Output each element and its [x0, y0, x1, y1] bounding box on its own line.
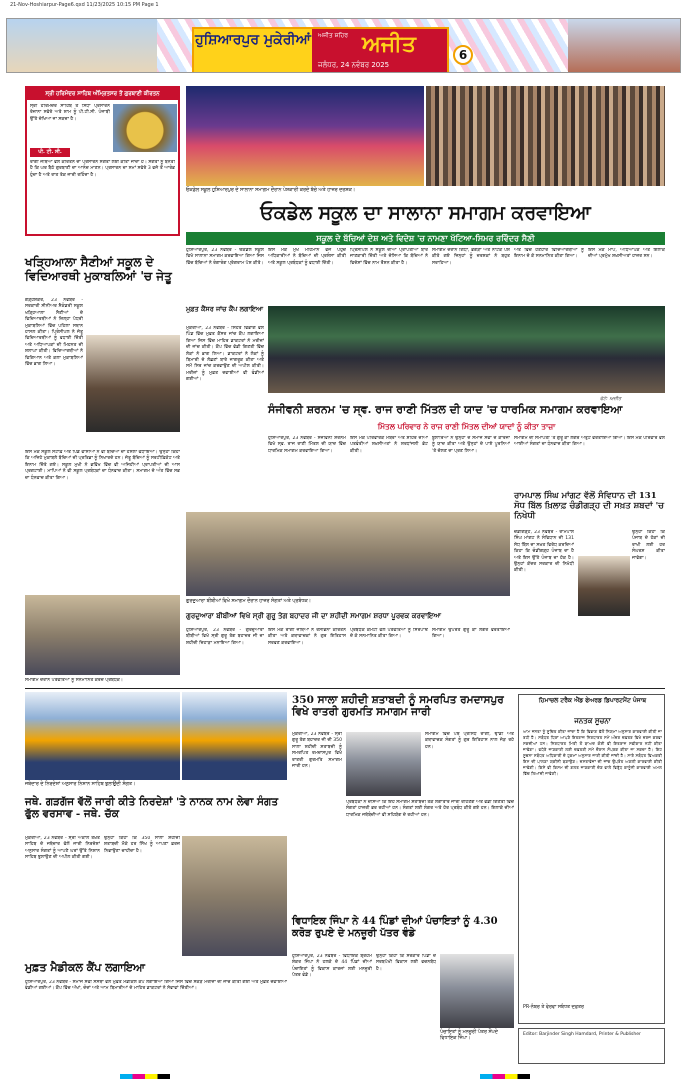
mla-col2: ਉਨ੍ਹਾਂ ਕਿਹਾ ਕਿ ਸਰਕਾਰ ਪਿੰਡਾਂ ਦੇ ਸਰਬਪੱਖੀ ਵਿਕਾਸ ਲਈ ਵਚਨਬੱਧ ਹੈ। — [376, 954, 436, 972]
heritage-photo-left — [7, 19, 157, 73]
jathedar-col1: ਮੁਕੇਰੀਆਂ, 23 ਨਵੰਬਰ - ਸ੍ਰੀ ਅਕਾਲ ਤਖ਼ਤ ਸਾਹਿਬ ਦੇ ਜਥੇਦਾਰ ਵੱਲੋਂ ਜਾਰੀ ਨਿਰਦੇਸ਼ਾਂ ਅਨੁਸਾਰ ਸੰਗਤਾਂ ਨੂੰ ਆਪਣੇ ਘਰਾਂ ਉੱਤੇ ਨਿਸ਼ਾਨ ਸਾਹਿਬ ਝੁਲਾਉਣ ਦੀ ਅਪੀਲ ਕੀਤੀ ਗਈ। — [25, 836, 100, 861]
ramphal-headline: ਰਾਮਪਾਲ ਸਿੰਘ ਮਾਂਗਟ ਵੱਲੋਂ ਸੰਵਿਧਾਨ ਦੀ 131 ਸੋਧ ਬਿੱਲ ਖ਼ਿਲਾਫ਼ ਚੰਡੀਗੜ੍ਹ ਦੀ ਸਖ਼ਤ ਸ਼ਬਦਾਂ 'ਚ ਨਿਖੇਧੀ — [514, 491, 664, 521]
flag-photo-right — [182, 692, 287, 780]
color-bar-right — [480, 1074, 530, 1079]
imprint-box — [518, 1028, 665, 1064]
medical-body: ਹੁਸ਼ਿਆਰਪੁਰ, 23 ਨਵੰਬਰ - ਸਮਾਜ ਸੇਵੀ ਸੰਸਥਾ ਵੱਲੋਂ ਮੁਫ਼ਤ ਮੈਡੀਕਲ ਕੈਂਪ ਲਗਾਇਆ ਗਿਆ ਜਿਸ ਵਿੱਚ ਸੈਂਕੜੇ ਮਰੀਜ਼ਾਂ ਦੀ ਜਾਂਚ ਕੀਤੀ ਗਈ ਅਤੇ ਮੁਫ਼ਤ ਦਵਾਈਆਂ ਵੰਡੀਆਂ ਗਈਆਂ। ਕੈਂਪ ਵਿੱਚ ਅੱਖਾਂ, ਦੰਦਾਂ ਅਤੇ ਆਮ ਬਿਮਾਰੀਆਂ ਦੇ ਮਾਹਿਰ ਡਾਕਟਰਾਂ ਨੇ ਸੇਵਾਵਾਂ ਦਿੱਤੀਆਂ। — [25, 980, 287, 992]
ptc-body: ਸ੍ਰੀ ਹਰਿਮੰਦਰ ਸਾਹਿਬ ਤੋਂ ਸਿੱਧਾ ਪ੍ਰਸਾਰਨ ਰੋਜ਼ਾਨਾ ਸਵੇਰੇ ਅਤੇ ਸ਼ਾਮ ਨੂੰ ਪੀ.ਟੀ.ਸੀ. ਪੰਜਾਬੀ ਉੱਤੇ ਦੇਖਿਆ ਜਾ ਸਕਦਾ ਹੈ। — [30, 104, 110, 122]
masthead-box — [192, 27, 449, 73]
color-bar-left — [120, 1074, 170, 1079]
lead-body-col4: ਸਮਾਗਮ ਦੌਰਾਨ ਗਿੱਧਾ, ਭੰਗੜਾ ਅਤੇ ਨਾਟਕ ਪੇਸ਼ ਕੀਤੇ ਗਏ ਜਿਨ੍ਹਾਂ ਨੂੰ ਦਰਸ਼ਕਾਂ ਨੇ ਬਹੁਤ ਸਰਾਹਿਆ। — [432, 248, 510, 266]
kicker: ਅਜੀਤ ਸ਼ਹਿਰ — [318, 32, 348, 39]
lead-body-col3: ਪ੍ਰਿੰਸੀਪਲ ਨੇ ਸਕੂਲ ਦੀਆਂ ਪ੍ਰਾਪਤੀਆਂ ਬਾਰੇ ਜਾਣਕਾਰੀ ਦਿੱਤੀ ਅਤੇ ਦੱਸਿਆ ਕਿ ਬੱਚਿਆਂ ਨੇ ਵਿਦੇਸ਼ਾਂ ਵਿੱਚ ਨਾਮ ਰੌਸ਼ਨ ਕੀਤਾ ਹੈ। — [350, 248, 428, 266]
notice-footer: PR-ਨੰਬਰ ਤੇ ਵੇਰਵਾ ਸਬੰਧਤ ਦਫ਼ਤਰ — [523, 1005, 584, 1010]
left-photo-caption: ਸਮਾਗਮ ਦੌਰਾਨ ਪਤਵੰਤਿਆਂ ਨੂੰ ਸਨਮਾਨਿਤ ਕਰਦੇ ਪ੍ਰਬੰਧਕ। — [25, 678, 124, 683]
gurdwara-caption: ਗੁਰਦੁਆਰਾ ਬੀਬੀਆਂ ਵਿਖੇ ਸਮਾਗਮ ਦੌਰਾਨ ਹਾਜ਼ਰ ਸੰਗਤਾਂ ਅਤੇ ਪ੍ਰਬੰਧਕ। — [186, 599, 311, 604]
paper-name: ਅਜੀਤ — [362, 31, 416, 57]
left-story-body: ਗੜ੍ਹਸ਼ੰਕਰ, 23 ਨਵੰਬਰ - ਸਰਕਾਰੀ ਸੀਨੀਅਰ ਸੈਕੰਡਰੀ ਸਕੂਲ ਖੜ੍ਹਿਆਲਾ ਸੈਣੀਆਂ ਦੇ ਵਿਦਿਆਰਥੀਆਂ ਨੇ ਜ਼ਿਲ੍ਹਾ ਪੱਧਰੀ ਮੁਕਾਬਲਿਆਂ ਵਿੱਚ ਪਹਿਲਾ ਸਥਾਨ ਹਾਸਲ ਕੀਤਾ। ਪ੍ਰਿੰਸੀਪਲ ਨੇ ਜੇਤੂ ਵਿਦਿਆਰਥੀਆਂ ਨੂੰ ਵਧਾਈ ਦਿੱਤੀ ਅਤੇ ਅਧਿਆਪਕਾਂ ਦੀ ਮਿਹਨਤ ਦੀ ਸ਼ਲਾਘਾ ਕੀਤੀ। ਵਿਦਿਆਰਥੀਆਂ ਨੇ ਵਿਗਿਆਨ ਅਤੇ ਕਲਾ ਮੁਕਾਬਲਿਆਂ ਵਿੱਚ ਭਾਗ ਲਿਆ। — [25, 298, 83, 368]
slug-line: 21-Nov-Hoshiarpur-Page6.qxd 11/23/2025 10:15 PM Page 1 — [10, 2, 159, 8]
flag-photo-left — [25, 692, 180, 780]
shatabdi-col2: ਪ੍ਰਬੰਧਕਾਂ ਨੇ ਦੱਸਿਆ ਕਿ ਇਹ ਸਮਾਗਮ ਸ਼ਤਾਬਦੀ ਤੱਕ ਲਗਾਤਾਰ ਜਾਰੀ ਰਹਿਣਗੇ ਅਤੇ ਵੱਡੀ ਗਿਣਤੀ ਵਿੱਚ ਸੰਗਤਾਂ ਹਾਜ਼ਰੀ ਭਰ ਰਹੀਆਂ ਹਨ। ਸੰਗਤਾਂ ਲਈ ਲੰਗਰ ਅਤੇ ਹੋਰ ਪ੍ਰਬੰਧ ਕੀਤੇ ਗਏ ਹਨ। ਇਲਾਕੇ ਦੀਆਂ ਧਾਰਮਿਕ ਜਥੇਬੰਦੀਆਂ ਵੀ ਸਹਿਯੋਗ ਦੇ ਰਹੀਆਂ ਹਨ। — [346, 800, 514, 818]
top-photo-caption: ਓਕਡੇਲ ਸਕੂਲ ਹੁਸ਼ਿਆਰਪੁਰ ਦੇ ਸਾਲਾਨਾ ਸਮਾਗਮ ਦੌਰਾਨ ਪੇਸ਼ਕਾਰੀ ਕਰਦੇ ਬੱਚੇ ਅਤੇ ਹਾਜ਼ਰ ਦਰਸ਼ਕ। — [186, 188, 355, 193]
mla-headline: ਵਿਧਾਇਕ ਜਿੰਪਾ ਨੇ 44 ਪਿੰਡਾਂ ਦੀਆਂ ਪੰਚਾਇਤਾਂ ਨੂੰ 4.30 ਕਰੋੜ ਰੁਪਏ ਦੇ ਮਨਜ਼ੂਰੀ ਪੱਤਰ ਵੰਡੇ — [292, 916, 498, 939]
sanjivani-headline: ਸੰਜੀਵਨੀ ਸ਼ਰਨਮ 'ਚ ਸ੍ਵ. ਰਾਜ ਰਾਣੀ ਮਿੱਤਲ ਦੀ ਯਾਦ 'ਚ ਧਾਰਮਿਕ ਸਮਾਗਮ ਕਰਵਾਇਆ — [268, 403, 623, 416]
camp-body: ਮੁਕੇਰੀਆਂ, 23 ਨਵੰਬਰ - ਸਿਹਤ ਵਿਭਾਗ ਵੱਲੋਂ ਪਿੰਡ ਵਿੱਚ ਮੁਫ਼ਤ ਕੈਂਸਰ ਜਾਂਚ ਕੈਂਪ ਲਗਾਇਆ ਗਿਆ ਜਿਸ ਵਿੱਚ ਮਾਹਿਰ ਡਾਕਟਰਾਂ ਨੇ ਮਰੀਜ਼ਾਂ ਦੀ ਜਾਂਚ ਕੀਤੀ। ਕੈਂਪ ਵਿੱਚ ਵੱਡੀ ਗਿਣਤੀ ਵਿੱਚ ਲੋਕਾਂ ਨੇ ਭਾਗ ਲਿਆ। ਡਾਕਟਰਾਂ ਨੇ ਲੋਕਾਂ ਨੂੰ ਬਿਮਾਰੀ ਦੇ ਲੱਛਣਾਂ ਬਾਰੇ ਜਾਗਰੂਕ ਕੀਤਾ ਅਤੇ ਸਮੇਂ ਸਿਰ ਜਾਂਚ ਕਰਵਾਉਣ ਦੀ ਅਪੀਲ ਕੀਤੀ। ਮਰੀਜ਼ਾਂ ਨੂੰ ਮੁਫ਼ਤ ਦਵਾਈਆਂ ਵੀ ਵੰਡੀਆਂ ਗਈਆਂ। — [186, 326, 264, 383]
sanjivani-col3: ਬੁਲਾਰਿਆਂ ਨੇ ਉਨ੍ਹਾਂ ਦੇ ਸਮਾਜ ਸੇਵਾ ਦੇ ਕਾਰਜਾਂ ਨੂੰ ਯਾਦ ਕੀਤਾ ਅਤੇ ਉਨ੍ਹਾਂ ਦੇ ਪਾਏ ਪੂਰਨਿਆਂ 'ਤੇ ਚੱਲਣ ਦਾ ਪ੍ਰਣ ਲਿਆ। — [432, 436, 510, 454]
jathedar-photo — [182, 836, 287, 956]
edition-name: ਹੁਸ਼ਿਆਰਪੁਰ ਮੁਕੇਰੀਆਂ — [194, 29, 312, 72]
left-story-body-2: ਇਸ ਮੌਕੇ ਸਕੂਲ ਸਟਾਫ਼ ਅਤੇ ਪਿੰਡ ਵਾਸੀਆਂ ਨੇ ਵੀ ਬੱਚਿਆਂ ਦਾ ਹੌਸਲਾ ਵਧਾਇਆ। ਉਨ੍ਹਾਂ ਕਿਹਾ ਕਿ ਅਜਿਹੇ ਮੁਕਾਬਲੇ ਬੱਚਿਆਂ ਦੀ ਪ੍ਰਤਿਭਾ ਨੂੰ ਨਿਖਾਰਦੇ ਹਨ। ਜੇਤੂ ਬੱਚਿਆਂ ਨੂੰ ਸਰਟੀਫ਼ਿਕੇਟ ਅਤੇ ਇਨਾਮ ਦਿੱਤੇ ਗਏ। ਸਕੂਲ ਮੁਖੀ ਨੇ ਭਵਿੱਖ ਵਿੱਚ ਵੀ ਅਜਿਹੀਆਂ ਪ੍ਰਾਪਤੀਆਂ ਦੀ ਆਸ ਪ੍ਰਗਟਾਈ। ਮਾਪਿਆਂ ਨੇ ਵੀ ਸਕੂਲ ਪ੍ਰਬੰਧਕਾਂ ਦਾ ਧੰਨਵਾਦ ਕੀਤਾ। ਸਮਾਗਮ ਦੇ ਅੰਤ ਵਿੱਚ ਸਭ ਦਾ ਧੰਨਵਾਦ ਕੀਤਾ ਗਿਆ। — [25, 450, 180, 481]
heritage-photo-right — [568, 19, 680, 73]
lead-subhead: ਸਕੂਲ ਦੇ ਬੱਚਿਆਂ ਦੇਸ਼ ਅਤੇ ਵਿਦੇਸ਼ 'ਚ ਨਾਮਣਾ ਖੱਟਿਆ-ਸਿਮਰ ਰਵਿੰਦਰ ਸੈਣੀ — [186, 232, 665, 245]
public-notice — [518, 694, 665, 1024]
jathedar-headline: ਜਥੇ. ਗੜਗੱਜ ਵੱਲੋਂ ਜਾਰੀ ਕੀਤੇ ਨਿਰਦੇਸ਼ਾਂ 'ਤੇ ਨਾਨਕ ਨਾਮ ਲੇਵਾ ਸੰਗਤ ਫੁੱਲ ਵਰਸਾਵ - ਜਥੇ. ਚੱਕ — [25, 796, 279, 821]
page-number: 6 — [453, 45, 473, 65]
gurdwara-event-photo — [186, 512, 510, 596]
gurdwara-col1: ਹੁਸ਼ਿਆਰਪੁਰ, 23 ਨਵੰਬਰ - ਗੁਰਦੁਆਰਾ ਬੀਬੀਆਂ ਵਿਖੇ ਸ੍ਰੀ ਗੁਰੂ ਤੇਗ ਬਹਾਦਰ ਜੀ ਦਾ ਸ਼ਹੀਦੀ ਦਿਹਾੜਾ ਮਨਾਇਆ ਗਿਆ। — [186, 628, 264, 646]
gurdwara-col4: ਸਮਾਗਮ ਉਪਰੰਤ ਗੁਰੂ ਕਾ ਲੰਗਰ ਵਰਤਾਇਆ ਗਿਆ। — [432, 628, 510, 640]
left-group-photo — [25, 595, 180, 675]
lead-body-col6: ਇਸ ਮੌਕੇ ਮਾਪੇ, ਅਧਿਆਪਕ ਅਤੇ ਇਲਾਕੇ ਦੀਆਂ ਪ੍ਰਮੁੱਖ ਸ਼ਖ਼ਸੀਅਤਾਂ ਹਾਜ਼ਰ ਸਨ। — [588, 248, 665, 260]
ramphal-body-2: ਉਨ੍ਹਾਂ ਕਿਹਾ ਕਿ ਪੰਜਾਬ ਦੇ ਹੱਕਾਂ ਦੀ ਰਾਖੀ ਲਈ ਹਰ ਸੰਘਰਸ਼ ਕੀਤਾ ਜਾਵੇਗਾ। — [632, 530, 665, 561]
mla-photo — [440, 954, 514, 1028]
medical-headline: ਮੁਫ਼ਤ ਮੈਡੀਕਲ ਕੈਂਪ ਲਗਾਇਆ — [25, 961, 145, 974]
lead-headline: ਓਕਡੇਲ ਸਕੂਲ ਦਾ ਸਾਲਾਨਾ ਸਮਾਗਮ ਕਰਵਾਇਆ — [260, 202, 591, 224]
mla-caption: ਪੰਚਾਇਤਾਂ ਨੂੰ ਮਨਜ਼ੂਰੀ ਪੱਤਰ ਸੌਂਪਦੇ ਵਿਧਾਇਕ ਜਿੰਪਾ। — [440, 1030, 498, 1041]
sanjivani-event-photo — [268, 306, 665, 393]
jathedar-col2: ਉਨ੍ਹਾਂ ਕਿਹਾ ਕਿ 350 ਸਾਲਾ ਸ਼ਹੀਦੀ ਸ਼ਤਾਬਦੀ ਮੌਕੇ ਹਰ ਸਿੱਖ ਨੂੰ ਆਪਣਾ ਫ਼ਰਜ਼ ਨਿਭਾਉਣਾ ਚਾਹੀਦਾ ਹੈ। — [104, 836, 180, 854]
ramphal-intro: ਸਮਾਗਮ ਦੀ ਸਮਾਪਤੀ 'ਤੇ ਗੁਰੂ ਕਾ ਲੰਗਰ ਅਤੁੱਟ ਵਰਤਾਇਆ ਗਿਆ। ਇਸ ਮੌਕੇ ਪਰਿਵਾਰ ਵੱਲੋਂ ਆਈਆਂ ਸੰਗਤਾਂ ਦਾ ਧੰਨਵਾਦ ਕੀਤਾ ਗਿਆ। — [514, 436, 665, 448]
camp-headline: ਮੁਫ਼ਤ ਕੈਂਸਰ ਜਾਂਚ ਕੈਂਪ ਲਗਾਇਆ — [186, 305, 264, 313]
gurdwara-col2: ਇਸ ਮੌਕੇ ਰਾਗੀ ਜਥਿਆਂ ਨੇ ਰਸਭਿੰਨਾ ਕੀਰਤਨ ਕੀਤਾ ਅਤੇ ਕਥਾਵਾਚਕਾਂ ਨੇ ਗੁਰ ਇਤਿਹਾਸ ਸਰਵਣ ਕਰਵਾਇਆ। — [268, 628, 346, 646]
gurdwara-headline: ਗੁਰਦੁਆਰਾ ਬੀਬੀਆਂ ਵਿਖੇ ਸ੍ਰੀ ਗੁਰੂ ਤੇਗ ਬਹਾਦਰ ਜੀ ਦਾ ਸ਼ਹੀਦੀ ਸਮਾਗਮ ਸ਼ਰਧਾ ਪੂਰਵਕ ਕਰਵਾਇਆ — [186, 611, 441, 620]
photo-credit: ਫੋਟੋ: ਅਜੀਤ — [600, 397, 622, 402]
sanjivani-subhead: ਮਿੱਤਲ ਪਰਿਵਾਰ ਨੇ ਰਾਜ ਰਾਣੀ ਮਿੱਤਲ ਦੀਆਂ ਯਾਦਾਂ ਨੂੰ ਕੀਤਾ ਤਾਜ਼ਾ — [268, 421, 665, 433]
ptc-body-2: ਰਾਗੀ ਜਥਿਆਂ ਵੱਲੋਂ ਕੀਰਤਨ ਦਾ ਪ੍ਰਸਾਰਨ ਸੰਗਤਾਂ ਲਈ ਕੀਤਾ ਜਾਂਦਾ ਹੈ। ਸੰਗਤਾਂ ਨੂੰ ਬੇਨਤੀ ਹੈ ਕਿ ਘਰ ਬੈਠੇ ਗੁਰਬਾਣੀ ਦਾ ਆਨੰਦ ਮਾਣਨ। ਪ੍ਰਸਾਰਨ ਦਾ ਸਮਾਂ ਸਵੇਰੇ 3 ਵਜੇ ਤੋਂ ਆਰੰਭ ਹੁੰਦਾ ਹੈ ਅਤੇ ਰਾਤ ਤੱਕ ਜਾਰੀ ਰਹਿੰਦਾ ਹੈ। — [30, 160, 175, 178]
golden-temple-photo — [113, 104, 177, 152]
school-audience-photo — [426, 86, 665, 186]
students-photo — [86, 335, 180, 432]
mla-col1: ਹੁਸ਼ਿਆਰਪੁਰ, 23 ਨਵੰਬਰ - ਵਿਧਾਇਕ ਬ੍ਰਹਮ ਸ਼ੰਕਰ ਜਿੰਪਾ ਨੇ ਹਲਕੇ ਦੇ 44 ਪਿੰਡਾਂ ਦੀਆਂ ਪੰਚਾਇਤਾਂ ਨੂੰ ਵਿਕਾਸ ਕਾਰਜਾਂ ਲਈ ਮਨਜ਼ੂਰੀ ਪੱਤਰ ਵੰਡੇ। — [292, 954, 372, 979]
issue-date: ਜਲੰਧਰ, 24 ਨਵੰਬਰ 2025 — [318, 61, 390, 69]
shatabdi-col3: ਸਮਾਗਮ ਵਿੱਚ ਪੰਥ ਪ੍ਰਸਿੱਧ ਰਾਗੀ, ਢਾਡੀ ਅਤੇ ਕਥਾਵਾਚਕ ਸੰਗਤਾਂ ਨੂੰ ਗੁਰ ਇਤਿਹਾਸ ਨਾਲ ਜੋੜ ਰਹੇ ਹਨ। — [425, 732, 514, 750]
masthead-banner — [6, 18, 681, 73]
school-stage-photo — [186, 86, 424, 186]
imprint: Editor: Barjinder Singh Hamdard, Printer & Publisher — [523, 1032, 641, 1037]
sanjivani-col1: ਹੁਸ਼ਿਆਰਪੁਰ, 23 ਨਵੰਬਰ - ਸੰਜੀਵਨੀ ਸ਼ਰਨਮ ਵਿਖੇ ਸ੍ਵ. ਰਾਜ ਰਾਣੀ ਮਿੱਤਲ ਦੀ ਯਾਦ ਵਿੱਚ ਧਾਰਮਿਕ ਸਮਾਗਮ ਕਰਵਾਇਆ ਗਿਆ। — [268, 436, 346, 454]
lead-body-col2: ਇਸ ਮੌਕੇ ਮੁੱਖ ਮਹਿਮਾਨ ਵਜੋਂ ਪਹੁੰਚੇ ਅਧਿਕਾਰੀਆਂ ਨੇ ਬੱਚਿਆਂ ਦੀ ਪ੍ਰਸ਼ੰਸਾ ਕੀਤੀ ਅਤੇ ਸਕੂਲ ਪ੍ਰਬੰਧਕਾਂ ਨੂੰ ਵਧਾਈ ਦਿੱਤੀ। — [268, 248, 346, 266]
notice-body: ਆਮ ਜਨਤਾ ਨੂੰ ਸੂਚਿਤ ਕੀਤਾ ਜਾਂਦਾ ਹੈ ਕਿ ਵਿਭਾਗ ਵੱਲੋਂ ਨਿਯਮਾਂ ਅਨੁਸਾਰ ਕਾਰਵਾਈ ਕੀਤੀ ਜਾ ਰਹੀ ਹੈ। ਸਬੰਧਤ ਧਿਰਾਂ ਆਪਣੇ ਇਤਰਾਜ਼ ਨਿਰਧਾਰਤ ਸਮੇਂ ਅੰਦਰ ਦਫ਼ਤਰ ਵਿਖੇ ਦਰਜ ਕਰਵਾ ਸਕਦੀਆਂ ਹਨ। ਨਿਰਧਾਰਤ ਮਿਤੀ ਤੋਂ ਬਾਅਦ ਕੋਈ ਵੀ ਇਤਰਾਜ਼ ਸਵੀਕਾਰ ਨਹੀਂ ਕੀਤਾ ਜਾਵੇਗਾ। ਵਧੇਰੇ ਜਾਣਕਾਰੀ ਲਈ ਦਫ਼ਤਰੀ ਸਮੇਂ ਦੌਰਾਨ ਸੰਪਰਕ ਕੀਤਾ ਜਾ ਸਕਦਾ ਹੈ। ਇਹ ਸੂਚਨਾ ਸਬੰਧਤ ਅਧਿਕਾਰੀ ਦੇ ਹੁਕਮਾਂ ਅਨੁਸਾਰ ਜਾਰੀ ਕੀਤੀ ਜਾਂਦੀ ਹੈ। ਸਾਰੇ ਸਬੰਧਤ ਵਿਅਕਤੀ ਇਸ ਦੀ ਪਾਲਣਾ ਯਕੀਨੀ ਬਣਾਉਣ। ਦਸਤਾਵੇਜ਼ਾਂ ਦੀ ਜਾਂਚ ਉਪਰੰਤ ਅਗਲੀ ਕਾਰਵਾਈ ਕੀਤੀ ਜਾਵੇਗੀ। ਕਿਸੇ ਵੀ ਕਿਸਮ ਦੀ ਗਲਤ ਜਾਣਕਾਰੀ ਦੇਣ ਵਾਲੇ ਵਿਰੁੱਧ ਕਾਨੂੰਨੀ ਕਾਰਵਾਈ ਅਮਲ ਵਿੱਚ ਲਿਆਂਦੀ ਜਾਵੇਗੀ। — [523, 729, 662, 776]
gurdwara-col3: ਪ੍ਰਬੰਧਕ ਕਮੇਟੀ ਵੱਲੋਂ ਪਤਵੰਤਿਆਂ ਨੂੰ ਸਿਰੋਪਾਓ ਦੇ ਕੇ ਸਨਮਾਨਿਤ ਕੀਤਾ ਗਿਆ। — [350, 628, 428, 640]
masthead-right — [312, 29, 447, 72]
ramphal-body: ਚੰਡੀਗੜ੍ਹ, 23 ਨਵੰਬਰ - ਰਾਮਪਾਲ ਸਿੰਘ ਮਾਂਗਟ ਨੇ ਸੰਵਿਧਾਨ ਦੀ 131 ਸੋਧ ਬਿੱਲ ਦਾ ਸਖ਼ਤ ਵਿਰੋਧ ਕਰਦਿਆਂ ਕਿਹਾ ਕਿ ਚੰਡੀਗੜ੍ਹ ਪੰਜਾਬ ਦਾ ਹੈ ਅਤੇ ਇਸ ਉੱਤੇ ਪੰਜਾਬ ਦਾ ਹੱਕ ਹੈ। ਉਨ੍ਹਾਂ ਕੇਂਦਰ ਸਰਕਾਰ ਦੀ ਨਿਖੇਧੀ ਕੀਤੀ। — [514, 530, 574, 574]
sanjivani-col2: ਇਸ ਮੌਕੇ ਪਰਿਵਾਰਕ ਮੈਂਬਰਾਂ ਅਤੇ ਸ਼ਹਿਰ ਦੀਆਂ ਪਤਵੰਤੀਆਂ ਸ਼ਖ਼ਸੀਅਤਾਂ ਨੇ ਸ਼ਰਧਾਂਜਲੀ ਭੇਟ ਕੀਤੀ। — [350, 436, 428, 454]
ramphal-portrait — [578, 556, 630, 616]
lead-body-col1: ਹੁਸ਼ਿਆਰਪੁਰ, 23 ਨਵੰਬਰ - ਓਕਡੇਲ ਸਕੂਲ ਵਿਖੇ ਸਾਲਾਨਾ ਸਮਾਗਮ ਕਰਵਾਇਆ ਗਿਆ ਜਿਸ ਵਿੱਚ ਬੱਚਿਆਂ ਨੇ ਰੰਗਾਰੰਗ ਪ੍ਰੋਗਰਾਮ ਪੇਸ਼ ਕੀਤੇ। — [186, 248, 264, 266]
notice-header: ਹਿਮਾਚਲ ਟਰੈਕ ਐਂਡ ਫੇਅਰਡ ਡਿਪਾਰਟਮੈਂਟ ਪੰਜਾਬ — [538, 697, 647, 704]
ptc-label: ਪੀ. ਟੀ. ਸੀ. — [30, 148, 70, 157]
ptc-box — [25, 86, 180, 236]
left-story-headline: ਖੜ੍ਹਿਆਲਾ ਸੈਣੀਆਂ ਸਕੂਲ ਦੇ ਵਿਦਿਆਰਥੀ ਮੁਕਾਬਲਿਆਂ 'ਚ ਜੇਤੂ — [25, 255, 172, 283]
section-divider — [25, 688, 665, 689]
shatabdi-headline: 350 ਸਾਲਾ ਸ਼ਹੀਦੀ ਸ਼ਤਾਬਦੀ ਨੂੰ ਸਮਰਪਿਤ ਰਮਦਾਸਪੁਰ ਵਿਖੇ ਰਾਤਰੀ ਗੁਰਮਤਿ ਸਮਾਗਮ ਜਾਰੀ — [292, 694, 504, 719]
flag-caption: ਜਥੇਦਾਰ ਦੇ ਨਿਰਦੇਸ਼ਾਂ ਅਨੁਸਾਰ ਨਿਸ਼ਾਨ ਸਾਹਿਬ ਝੁਲਾਉਂਦੀ ਸੰਗਤ। — [25, 782, 136, 787]
shatabdi-photo — [346, 732, 421, 796]
shatabdi-col1: ਮੁਕੇਰੀਆਂ, 23 ਨਵੰਬਰ - ਸ੍ਰੀ ਗੁਰੂ ਤੇਗ ਬਹਾਦਰ ਜੀ ਦੀ 350 ਸਾਲਾ ਸ਼ਹੀਦੀ ਸ਼ਤਾਬਦੀ ਨੂੰ ਸਮਰਪਿਤ ਰਮਦਾਸਪੁਰ ਵਿਖੇ ਰਾਤਰੀ ਗੁਰਮਤਿ ਸਮਾਗਮ ਜਾਰੀ ਹਨ। — [292, 732, 342, 770]
lead-body-col5: ਅੰਤ ਵਿੱਚ ਹੋਣਹਾਰ ਵਿਦਿਆਰਥੀਆਂ ਨੂੰ ਇਨਾਮ ਦੇ ਕੇ ਸਨਮਾਨਿਤ ਕੀਤਾ ਗਿਆ। — [514, 248, 584, 260]
notice-title: ਜਨਤਕ ਸੂਚਨਾ — [574, 716, 611, 725]
ptc-box-title: ਸ੍ਰੀ ਹਰਿਮੰਦਰ ਸਾਹਿਬ ਅੰਮ੍ਰਿਤਸਰ ਤੋਂ ਗੁਰਬਾਣੀ ਕੀਰਤਨ — [27, 88, 178, 100]
